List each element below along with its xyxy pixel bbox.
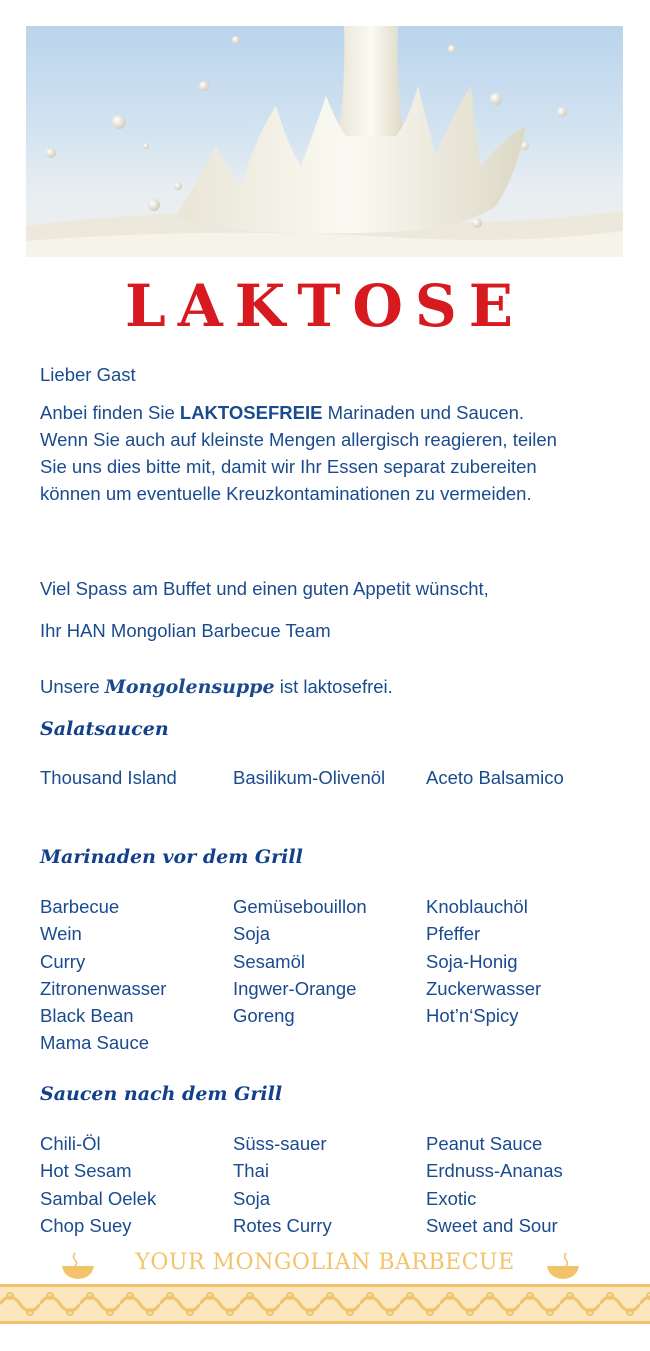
soup-note <box>40 673 393 701</box>
milk-splash-graphic <box>26 26 623 257</box>
milk-splash-image <box>26 26 623 257</box>
lactose-free-emphasis: LAKTOSEFREIE <box>179 402 323 423</box>
list-item: Soja <box>233 1187 271 1209</box>
list-item: Wein <box>40 923 82 945</box>
sauce-list <box>40 1130 630 1239</box>
section-heading-marinades: Marinaden vor dem Grill <box>40 846 303 868</box>
list-item: Hot Sesam <box>40 1160 132 1182</box>
list-item: Sambal Oelek <box>40 1187 157 1209</box>
list-item: Barbecue <box>40 896 120 917</box>
list-item: Soja <box>233 923 271 945</box>
marinade-list <box>40 893 630 1057</box>
greeting: Lieber Gast <box>40 364 136 385</box>
intro-text: Sie uns dies bitte mit, damit wir Ihr Essen separat zubereiten <box>40 456 537 477</box>
page-title: LAKTOSE <box>125 272 525 340</box>
soup-text: ist laktosefrei. <box>274 676 393 697</box>
soup-name: Mongolensuppe <box>104 676 275 698</box>
list-item: Mama Sauce <box>40 1032 149 1054</box>
list-item: Zitronenwasser <box>40 977 167 999</box>
list-item: Hot’n‘Spicy <box>426 1005 519 1027</box>
list-item: Sweet and Sour <box>426 1214 558 1236</box>
salad-sauce-list <box>40 764 630 791</box>
list-item: Aceto Balsamico <box>426 767 564 788</box>
list-item: Ingwer-Orange <box>233 977 357 999</box>
list-item: Thousand Island <box>40 767 177 788</box>
footer-slogan: YOUR MONGOLIAN BARBECUE <box>135 1250 515 1275</box>
ornament-border <box>0 1284 650 1324</box>
list-item: Soja-Honig <box>426 950 518 972</box>
list-item: Black Bean <box>40 1005 134 1027</box>
list-item: Sesamöl <box>233 950 305 972</box>
list-item: Goreng <box>233 1005 295 1027</box>
list-item: Rotes Curry <box>233 1214 332 1236</box>
intro-text: Marinaden und Saucen. <box>322 402 525 423</box>
list-item: Knoblauchöl <box>426 896 528 917</box>
team-signature: Ihr HAN Mongolian Barbecue Team <box>40 620 331 641</box>
section-heading-salad: Salatsaucen <box>40 718 169 740</box>
intro-text: können um eventuelle Kreuzkontaminationen zu vermeiden. <box>40 483 532 504</box>
intro-text: Wenn Sie auch auf kleinste Mengen allergisch reagieren, teilen <box>40 429 557 450</box>
intro-text: Anbei finden Sie <box>40 402 180 423</box>
intro-paragraph <box>40 399 557 507</box>
list-item: Exotic <box>426 1187 477 1209</box>
soup-text: Unsere <box>40 676 105 697</box>
list-item: Erdnuss-Ananas <box>426 1160 563 1182</box>
list-item: Chili-Öl <box>40 1133 101 1154</box>
list-item: Basilikum-Olivenöl <box>233 767 386 788</box>
list-item: Zuckerwasser <box>426 977 542 999</box>
list-item: Chop Suey <box>40 1214 132 1236</box>
list-item: Pfeffer <box>426 923 481 945</box>
list-item: Gemüsebouillon <box>233 896 367 917</box>
list-item: Süss-sauer <box>233 1133 327 1154</box>
wish-text: Viel Spass am Buffet und einen guten Appetit wünscht, <box>40 578 489 599</box>
list-item: Peanut Sauce <box>426 1133 543 1154</box>
section-heading-sauces: Saucen nach dem Grill <box>40 1083 283 1105</box>
list-item: Thai <box>233 1160 269 1182</box>
list-item: Curry <box>40 950 86 972</box>
